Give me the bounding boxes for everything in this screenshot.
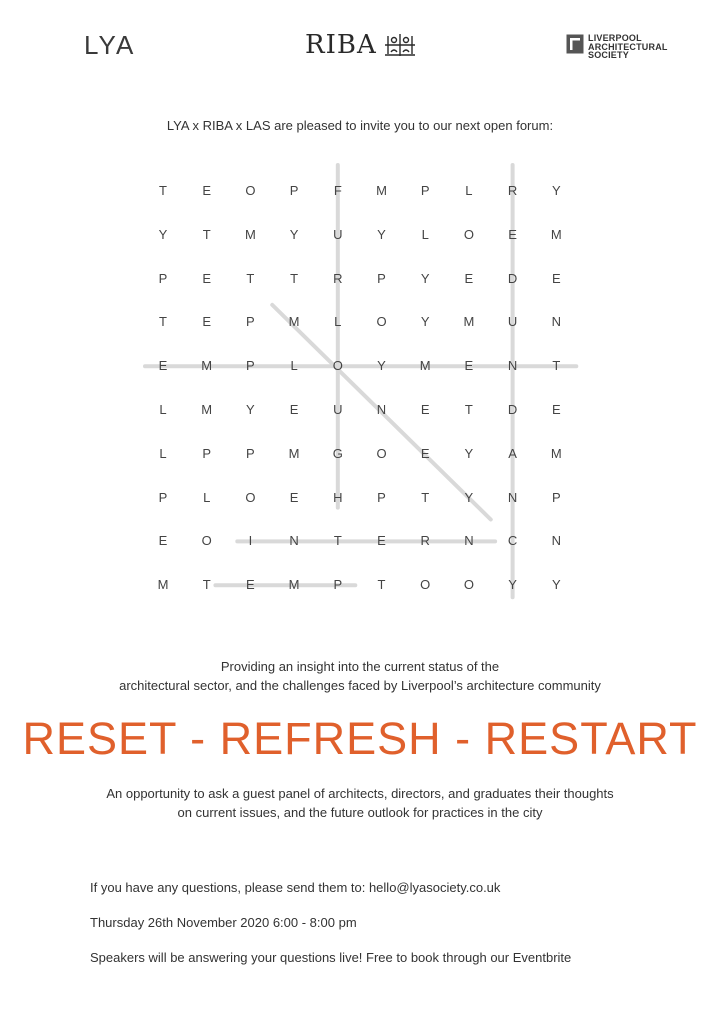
grid-letter: O bbox=[332, 358, 343, 374]
grid-letter: U bbox=[333, 402, 343, 417]
description-line-1: Providing an insight into the current status of the bbox=[220, 659, 500, 674]
grid-letter: T bbox=[246, 270, 255, 286]
grid-letter: O bbox=[245, 183, 256, 198]
grid-letter: E bbox=[202, 314, 212, 330]
grid-letter: O bbox=[420, 577, 431, 593]
grid-letter: L bbox=[334, 314, 342, 330]
grid-letter: L bbox=[159, 402, 167, 417]
details bbox=[0, 784, 720, 822]
lya-logo: LYA bbox=[84, 30, 136, 60]
grid-letter: D bbox=[507, 402, 518, 417]
grid-letter: D bbox=[507, 270, 518, 286]
grid-letter: M bbox=[550, 445, 562, 461]
grid-letter: P bbox=[551, 489, 561, 505]
grid-letter: E bbox=[289, 402, 299, 417]
grid-letter: E bbox=[420, 445, 430, 461]
grid-letter: E bbox=[202, 183, 212, 198]
grid-letter: E bbox=[377, 533, 386, 549]
grid-letter: G bbox=[332, 445, 343, 461]
grid-letter: Y bbox=[508, 577, 517, 593]
grid-letter: Y bbox=[158, 226, 168, 242]
grid-letter: H bbox=[333, 489, 343, 505]
grid-letter: E bbox=[289, 489, 299, 505]
grid-letter: O bbox=[245, 489, 256, 505]
grid-letter: T bbox=[159, 314, 167, 330]
grid-letter: N bbox=[289, 533, 299, 549]
grid-letter: N bbox=[551, 533, 561, 549]
las-line-3: SOCIETY bbox=[588, 50, 629, 60]
intro-text: LYA x RIBA x LAS are pleased to invite you to our next open forum: bbox=[166, 118, 554, 133]
grid-letter: E bbox=[551, 402, 561, 417]
grid-letter: T bbox=[333, 533, 342, 549]
event-date: Thursday 26th November 2020 6:00 - 8:00 pm bbox=[90, 915, 357, 930]
grid-letter: M bbox=[244, 226, 256, 242]
grid-letter: P bbox=[246, 358, 255, 374]
grid-letter: M bbox=[157, 577, 169, 593]
grid-letter: M bbox=[288, 445, 300, 461]
grid-letter: Y bbox=[420, 314, 430, 330]
grid-letter: T bbox=[290, 270, 299, 286]
grid-letter: M bbox=[201, 358, 213, 374]
grid-letter: P bbox=[158, 489, 168, 505]
grid-letter: N bbox=[507, 489, 518, 505]
grid-letter: M bbox=[376, 183, 387, 198]
grid-letter: Y bbox=[420, 270, 430, 286]
details-line-1: An opportunity to ask a guest panel of architects, directors, and graduates their thoughts bbox=[106, 786, 614, 801]
grid-letter: R bbox=[420, 533, 430, 549]
grid-letter: N bbox=[507, 358, 518, 374]
grid-letter: Y bbox=[464, 489, 474, 505]
grid-letter: E bbox=[464, 358, 474, 374]
grid-letter: E bbox=[158, 533, 168, 549]
grid-letter: P bbox=[246, 314, 255, 330]
details-line-2: on current issues, and the future outlook for practices in the city bbox=[177, 805, 543, 820]
questions-text: If you have any questions, please send them to: hello@lyasociety.co.uk bbox=[90, 880, 501, 895]
grid-letter: O bbox=[376, 314, 387, 330]
grid-letter: N bbox=[464, 533, 474, 549]
grid-letter: U bbox=[333, 226, 343, 242]
grid-letter: L bbox=[421, 226, 429, 242]
grid-letter: M bbox=[550, 226, 562, 242]
grid-letter: E bbox=[464, 270, 474, 286]
grid-letter: M bbox=[419, 358, 431, 374]
grid-letter: T bbox=[552, 358, 561, 374]
grid-letter: L bbox=[290, 358, 298, 374]
grid-letter: E bbox=[508, 226, 517, 242]
grid-letter: T bbox=[377, 577, 386, 593]
grid-letter: L bbox=[159, 445, 167, 461]
grid-letter: P bbox=[158, 270, 168, 286]
grid-letter: A bbox=[508, 445, 517, 461]
grid-letter: L bbox=[203, 489, 211, 505]
grid-letter: L bbox=[465, 183, 473, 198]
grid-letter: I bbox=[248, 533, 253, 549]
grid-letter: Y bbox=[377, 358, 386, 374]
grid-letter: E bbox=[202, 270, 212, 286]
description bbox=[0, 657, 720, 695]
grid-letter: O bbox=[463, 226, 474, 242]
grid-letter: O bbox=[376, 445, 387, 461]
grid-letter: M bbox=[288, 314, 300, 330]
grid-letter: C bbox=[507, 533, 518, 549]
grid-letter: T bbox=[202, 577, 211, 593]
grid-letter: Y bbox=[464, 445, 474, 461]
grid-letter: T bbox=[202, 226, 211, 242]
grid-letter: T bbox=[421, 489, 430, 505]
grid-letter: P bbox=[377, 489, 386, 505]
grid-letter: Y bbox=[289, 226, 299, 242]
grid-letter: R bbox=[333, 270, 343, 286]
grid-letter: P bbox=[377, 270, 386, 286]
grid-letter: M bbox=[463, 314, 475, 330]
grid-letter: E bbox=[551, 270, 561, 286]
grid-letter: T bbox=[464, 402, 473, 417]
headline: RESET - REFRESH - RESTART bbox=[22, 713, 698, 764]
booking-text: Speakers will be answering your questions live! Free to book through our Eventbrite bbox=[90, 950, 572, 965]
grid-letter: P bbox=[246, 445, 255, 461]
grid-letter: O bbox=[201, 533, 212, 549]
grid-letter: P bbox=[289, 183, 299, 198]
grid-letter: Y bbox=[377, 226, 386, 242]
grid-letter: P bbox=[202, 445, 212, 461]
grid-letter: Y bbox=[551, 183, 561, 198]
grid-letter: E bbox=[420, 402, 430, 417]
grid-letter: U bbox=[507, 314, 518, 330]
grid-letter: N bbox=[551, 314, 561, 330]
grid-letter: Y bbox=[246, 402, 255, 417]
grid-letter: E bbox=[246, 577, 255, 593]
las-line-1: LIVERPOOL bbox=[588, 33, 642, 43]
grid-letter: M bbox=[201, 402, 213, 417]
grid-letter: M bbox=[288, 577, 300, 593]
grid-letter: P bbox=[333, 577, 343, 593]
grid-letter: P bbox=[420, 183, 430, 198]
grid-letter: E bbox=[158, 358, 168, 374]
las-line-2: ARCHITECTURAL bbox=[588, 41, 668, 52]
riba-logo-text: RIBA bbox=[305, 30, 377, 60]
grid-letter: T bbox=[159, 183, 167, 198]
grid-letter: F bbox=[333, 183, 342, 198]
grid-letter: O bbox=[463, 577, 474, 593]
grid-letter: Y bbox=[551, 577, 561, 593]
grid-letter: R bbox=[507, 183, 518, 198]
grid-letter: N bbox=[376, 402, 387, 417]
description-line-2: architectural sector, and the challenges faced by Liverpool’s architecture community bbox=[119, 678, 601, 693]
